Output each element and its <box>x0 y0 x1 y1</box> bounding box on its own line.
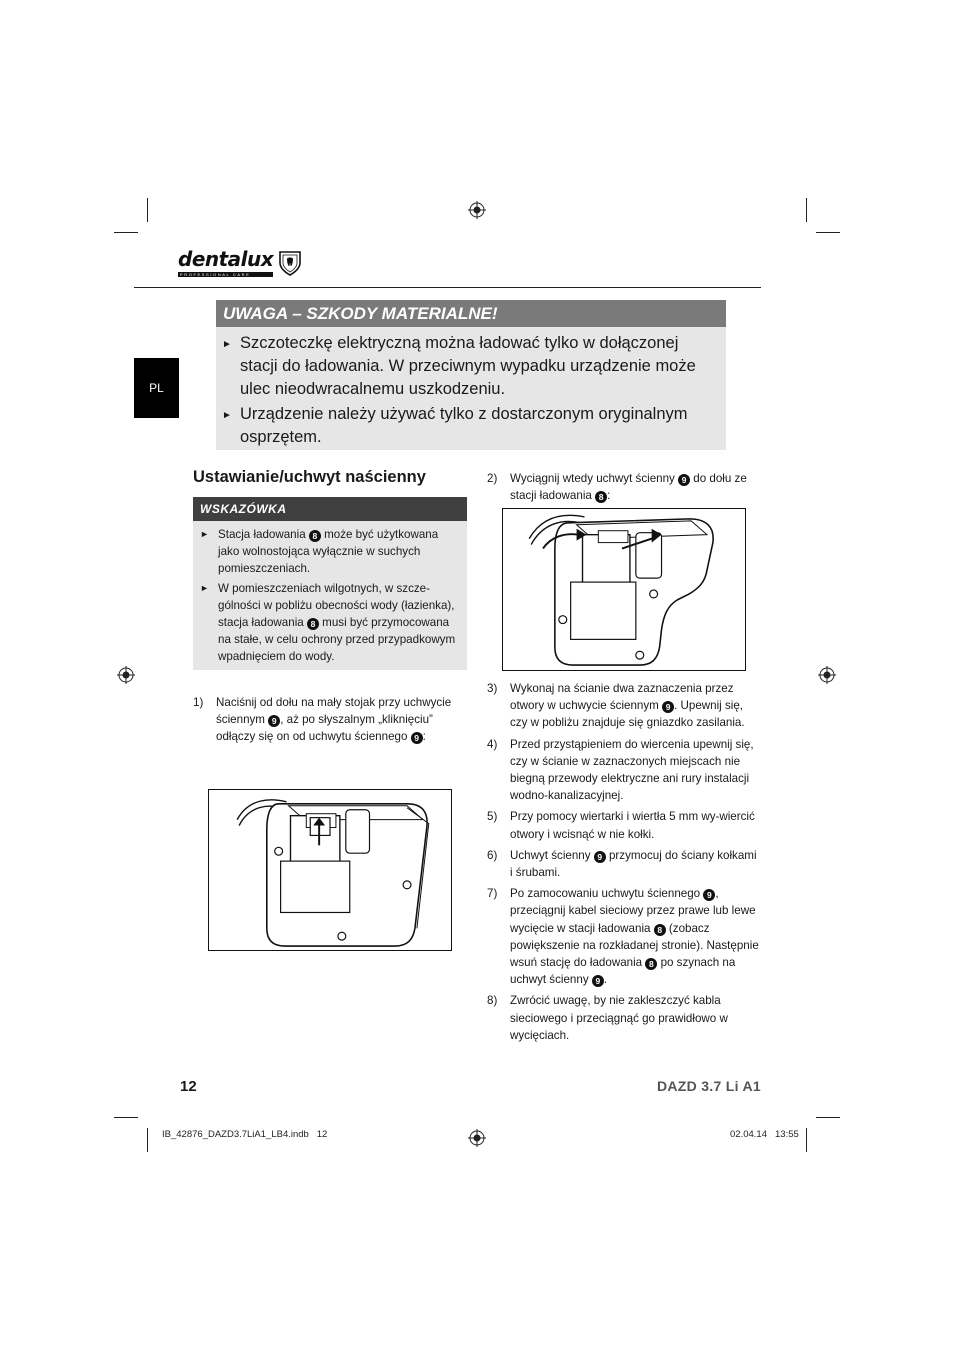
model-name: DAZD 3.7 Li A1 <box>656 1078 761 1094</box>
warning-list <box>220 332 715 451</box>
crop-mark-top-left-vertical <box>147 198 148 222</box>
steps-right-top <box>487 470 759 508</box>
step-item: 4) Przed przystąpieniem do wiercenia upewnij się, czy w ścianie w zaznaczonych miejscach nie biegną przewody elektryczne ani rury instalacji wodno-kanalizacyjnej. <box>487 737 754 803</box>
note-list <box>198 526 462 668</box>
part-number-badge: 9 <box>678 474 690 486</box>
list-item: ► W pomieszczeniach wilgotnych, w szcze-gólności w pobliżu obecności wody (łazienka), stacja ładowania 8 musi być przymocowana na stałe, w celu ochrony przed przypadkowym wpadnięciem do wody. <box>200 581 456 664</box>
section-title: Ustawianie/uchwyt naścienny <box>193 468 426 486</box>
steps-left-column <box>193 694 455 750</box>
print-time: 13:55 <box>775 1129 799 1140</box>
crop-mark-bottom-left-vertical <box>147 1128 148 1152</box>
part-number-badge: 9 <box>703 889 715 901</box>
warning-title: UWAGA – SZKODY MATERIALNE! <box>216 300 726 327</box>
triangle-bullet-icon: ► <box>200 582 209 593</box>
print-date: 02.04.14 <box>730 1129 767 1140</box>
step-item: 8) Zwrócić uwagę, by nie zakleszczyć kabla sieciowego i przeciągnąć go prawidłowo w wycięciach. <box>487 994 728 1042</box>
part-number-badge: 9 <box>592 975 604 987</box>
step-item: 1) Naciśnij od dołu na mały stojak przy uchwycie ściennym 9 , aż po słyszalnym „kliknięciu” odłączy się on od uchwytu ściennego 9 : <box>193 696 452 744</box>
brand-logo <box>178 248 303 278</box>
brand-tagline: PROFESSIONAL CARE <box>178 272 273 277</box>
step-item: 3) Wykonaj na ścianie dwa zaznaczenia przez otwory w uchwycie ściennym 9 . Upewnij się, czy w pobliżu znajduje się gniazdko zasilania. <box>487 682 745 730</box>
triangle-bullet-icon: ► <box>200 529 209 539</box>
registration-mark-icon <box>818 666 836 684</box>
figure-wall-holder-removal <box>502 508 746 671</box>
registration-mark-icon <box>117 666 135 684</box>
crop-mark-top-right-vertical <box>806 198 807 222</box>
step-item: 6) Uchwyt ścienny 9 przymocuj do ściany kołkami i śrubami. <box>487 848 757 880</box>
page-number: 12 <box>180 1078 197 1095</box>
crop-mark-bottom-right-horizontal <box>816 1117 840 1118</box>
step-item: 2) Wyciągnij wtedy uchwyt ścienny 9 do dołu ze stacji ładowania 8 : <box>487 472 747 503</box>
crop-mark-bottom-left-horizontal <box>114 1117 138 1118</box>
registration-mark-icon <box>468 1129 486 1147</box>
part-number-badge: 8 <box>645 958 657 970</box>
part-number-badge: 9 <box>268 715 280 727</box>
list-item: ► Szczoteczkę elektryczną można ładować tylko w dołączonej stacji do ładowania. W przeciwnym wypadku urządzenie może ulec nieodwracalnemu uszkodzeniu. <box>222 334 696 398</box>
steps-right-bottom <box>487 680 759 1048</box>
tooth-shield-icon <box>277 249 303 277</box>
triangle-bullet-icon: ► <box>222 339 232 350</box>
step-item: 7) Po zamocowaniu uchwytu ściennego 9 , przeciągnij kabel sieciowy przez prawe lub lewe wycięcie w stacji ładowania 8 (zobacz powiększenie na rozkładanej stronie). Następnie wsuń stację do ładowania 8 po szynach na uchwyt ścienny 9 . <box>487 887 759 987</box>
part-number-badge: 8 <box>654 924 666 936</box>
triangle-bullet-icon: ► <box>222 410 232 421</box>
file-name: IB_42876_DAZD3.7LiA1_LB4.indb 12 <box>162 1129 328 1140</box>
part-number-badge: 8 <box>307 618 319 630</box>
part-number-badge: 9 <box>411 732 423 744</box>
part-number-badge: 8 <box>309 530 321 542</box>
figure-charging-station-release <box>208 789 452 951</box>
note-title: WSKAZÓWKA <box>193 497 467 521</box>
part-number-badge: 9 <box>594 851 606 863</box>
list-item: ► Stacja ładowania 8 może być użytkowana jako wolnostojąca wyłącznie w suchych pomieszczeniach. <box>200 528 439 576</box>
step-item: 5) Przy pomocy wiertarki i wiertła 5 mm wy-wiercić otwory i wcisnąć w nie kołki. <box>487 810 755 841</box>
header-rule <box>134 287 761 288</box>
charging-station-illustration <box>209 790 451 950</box>
language-tab: PL <box>134 358 179 418</box>
crop-mark-top-left-horizontal <box>114 232 138 233</box>
registration-mark-icon <box>468 201 486 219</box>
list-item: ► Urządzenie należy używać tylko z dostarczonym oryginalnym osprzętem. <box>222 405 688 446</box>
crop-mark-top-right-horizontal <box>816 232 840 233</box>
crop-mark-bottom-right-vertical <box>806 1128 807 1152</box>
part-number-badge: 8 <box>595 491 607 503</box>
charging-station-illustration <box>503 509 745 670</box>
brand-name: dentalux <box>178 246 274 271</box>
part-number-badge: 9 <box>662 701 674 713</box>
